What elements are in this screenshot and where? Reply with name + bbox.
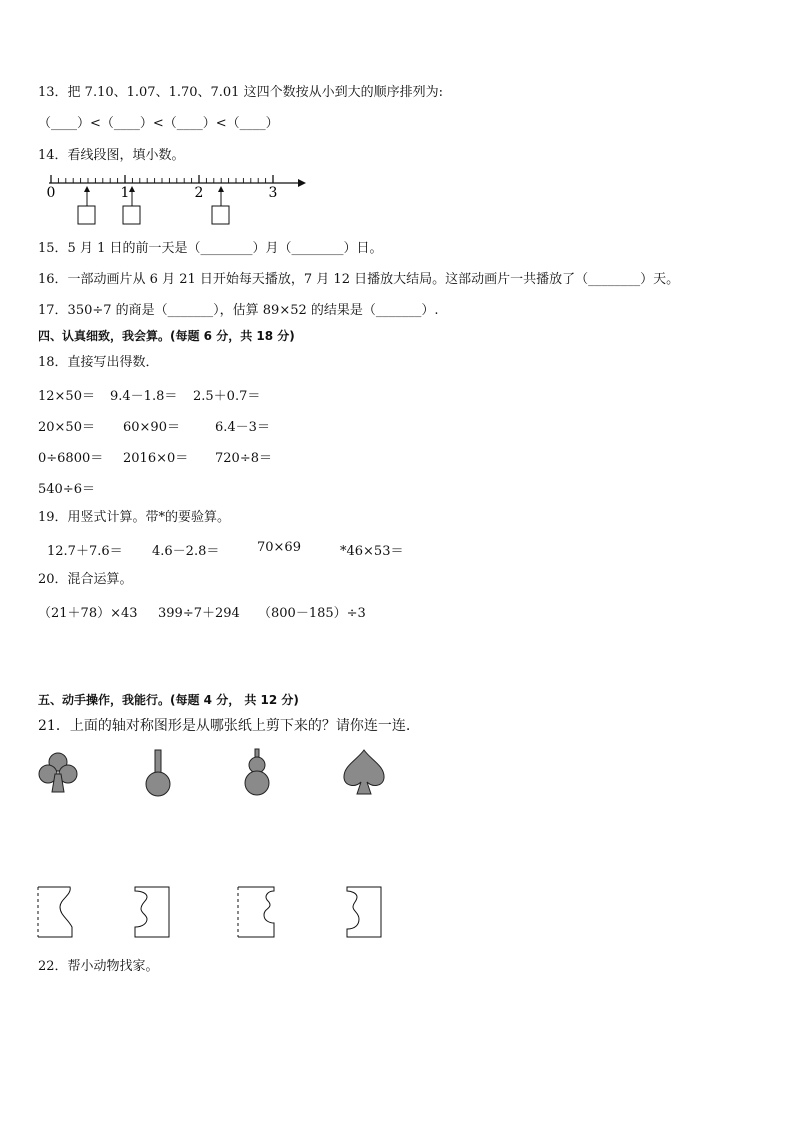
q18-item: 720÷8＝ — [215, 451, 272, 466]
q13-blanks: （____）<（____）<（____）<（____） — [38, 116, 279, 131]
answer-box-3[interactable] — [212, 206, 229, 224]
gourd-shape-icon — [240, 748, 274, 798]
q18-item: 2.5＋0.7＝ — [193, 389, 261, 404]
answer-box-1[interactable] — [78, 206, 95, 224]
section5-title: 五、动手操作，我能行。(每题 4 分， 共 12 分) — [38, 693, 299, 707]
q19-item: 12.7＋7.6＝ — [47, 544, 123, 559]
q22-text: 22．帮小动物找家。 — [38, 959, 159, 974]
q21-text: 21．上面的轴对称图形是从哪张纸上剪下来的？请你连一连. — [38, 718, 411, 734]
tick-label-0: 0 — [46, 185, 56, 201]
paper-cut-3-icon — [238, 885, 278, 939]
q18-text: 18．直接写出得数． — [38, 355, 159, 370]
club-shape-icon — [36, 750, 80, 798]
q20-item: （800－185）÷3 — [258, 606, 366, 621]
section4-title: 四、认真细致，我会算。(每题 6 分，共 18 分) — [38, 329, 295, 343]
q16-text: 16．一部动画片从 6 月 21 日开始每天播放，7 月 12 日播放大结局。这部动画片一共播放了（________）天。 — [38, 272, 680, 287]
answer-pointer-3 — [212, 186, 229, 224]
q17-text: 17．350÷7 的商是（_______），估算 89×52 的结果是（_______）. — [38, 303, 439, 318]
q14-text: 14．看线段图，填小数。 — [38, 148, 185, 163]
paper-cut-4-icon — [345, 885, 385, 939]
answer-pointer-1 — [78, 186, 95, 224]
q18-item: 60×90＝ — [123, 420, 180, 435]
q19-text: 19．用竖式计算。带*的要验算。 — [38, 510, 231, 525]
answer-box-2[interactable] — [123, 206, 140, 224]
tick-label-2: 2 — [194, 185, 204, 201]
number-line-arrow-icon — [298, 179, 306, 187]
paper-cut-2-icon — [133, 885, 173, 939]
q20-item: 399÷7＋294 — [158, 606, 240, 621]
q15-text: 15．5 月 1 日的前一天是（________）月（________）日。 — [38, 241, 383, 256]
number-line-diagram — [40, 170, 300, 230]
q18-item: 12×50＝ — [38, 389, 95, 404]
paper-cut-1-icon — [38, 885, 78, 939]
q18-item: 9.4－1.8＝ — [110, 389, 178, 404]
spade-shape-icon — [341, 748, 387, 798]
q19-item: *46×53＝ — [340, 544, 404, 559]
q13-text: 13．把 7.10、1.07、1.70、7.01 这四个数按从小到大的顺序排列为: — [38, 85, 443, 100]
q18-item: 2016×0＝ — [123, 451, 189, 466]
q18-item: 540÷6＝ — [38, 482, 95, 497]
tick-label-3: 3 — [268, 185, 278, 201]
q19-item: 70×69 — [257, 540, 301, 555]
tick-label-1: 1 — [120, 185, 130, 201]
q20-item: （21＋78）×43 — [38, 606, 138, 621]
q20-text: 20．混合运算。 — [38, 572, 133, 587]
q18-item: 20×50＝ — [38, 420, 95, 435]
q18-item: 0÷6800＝ — [38, 451, 104, 466]
q19-item: 4.6－2.8＝ — [152, 544, 220, 559]
ladle-shape-icon — [140, 748, 176, 798]
number-line-ticks — [51, 175, 273, 183]
q18-item: 6.4－3＝ — [215, 420, 270, 435]
